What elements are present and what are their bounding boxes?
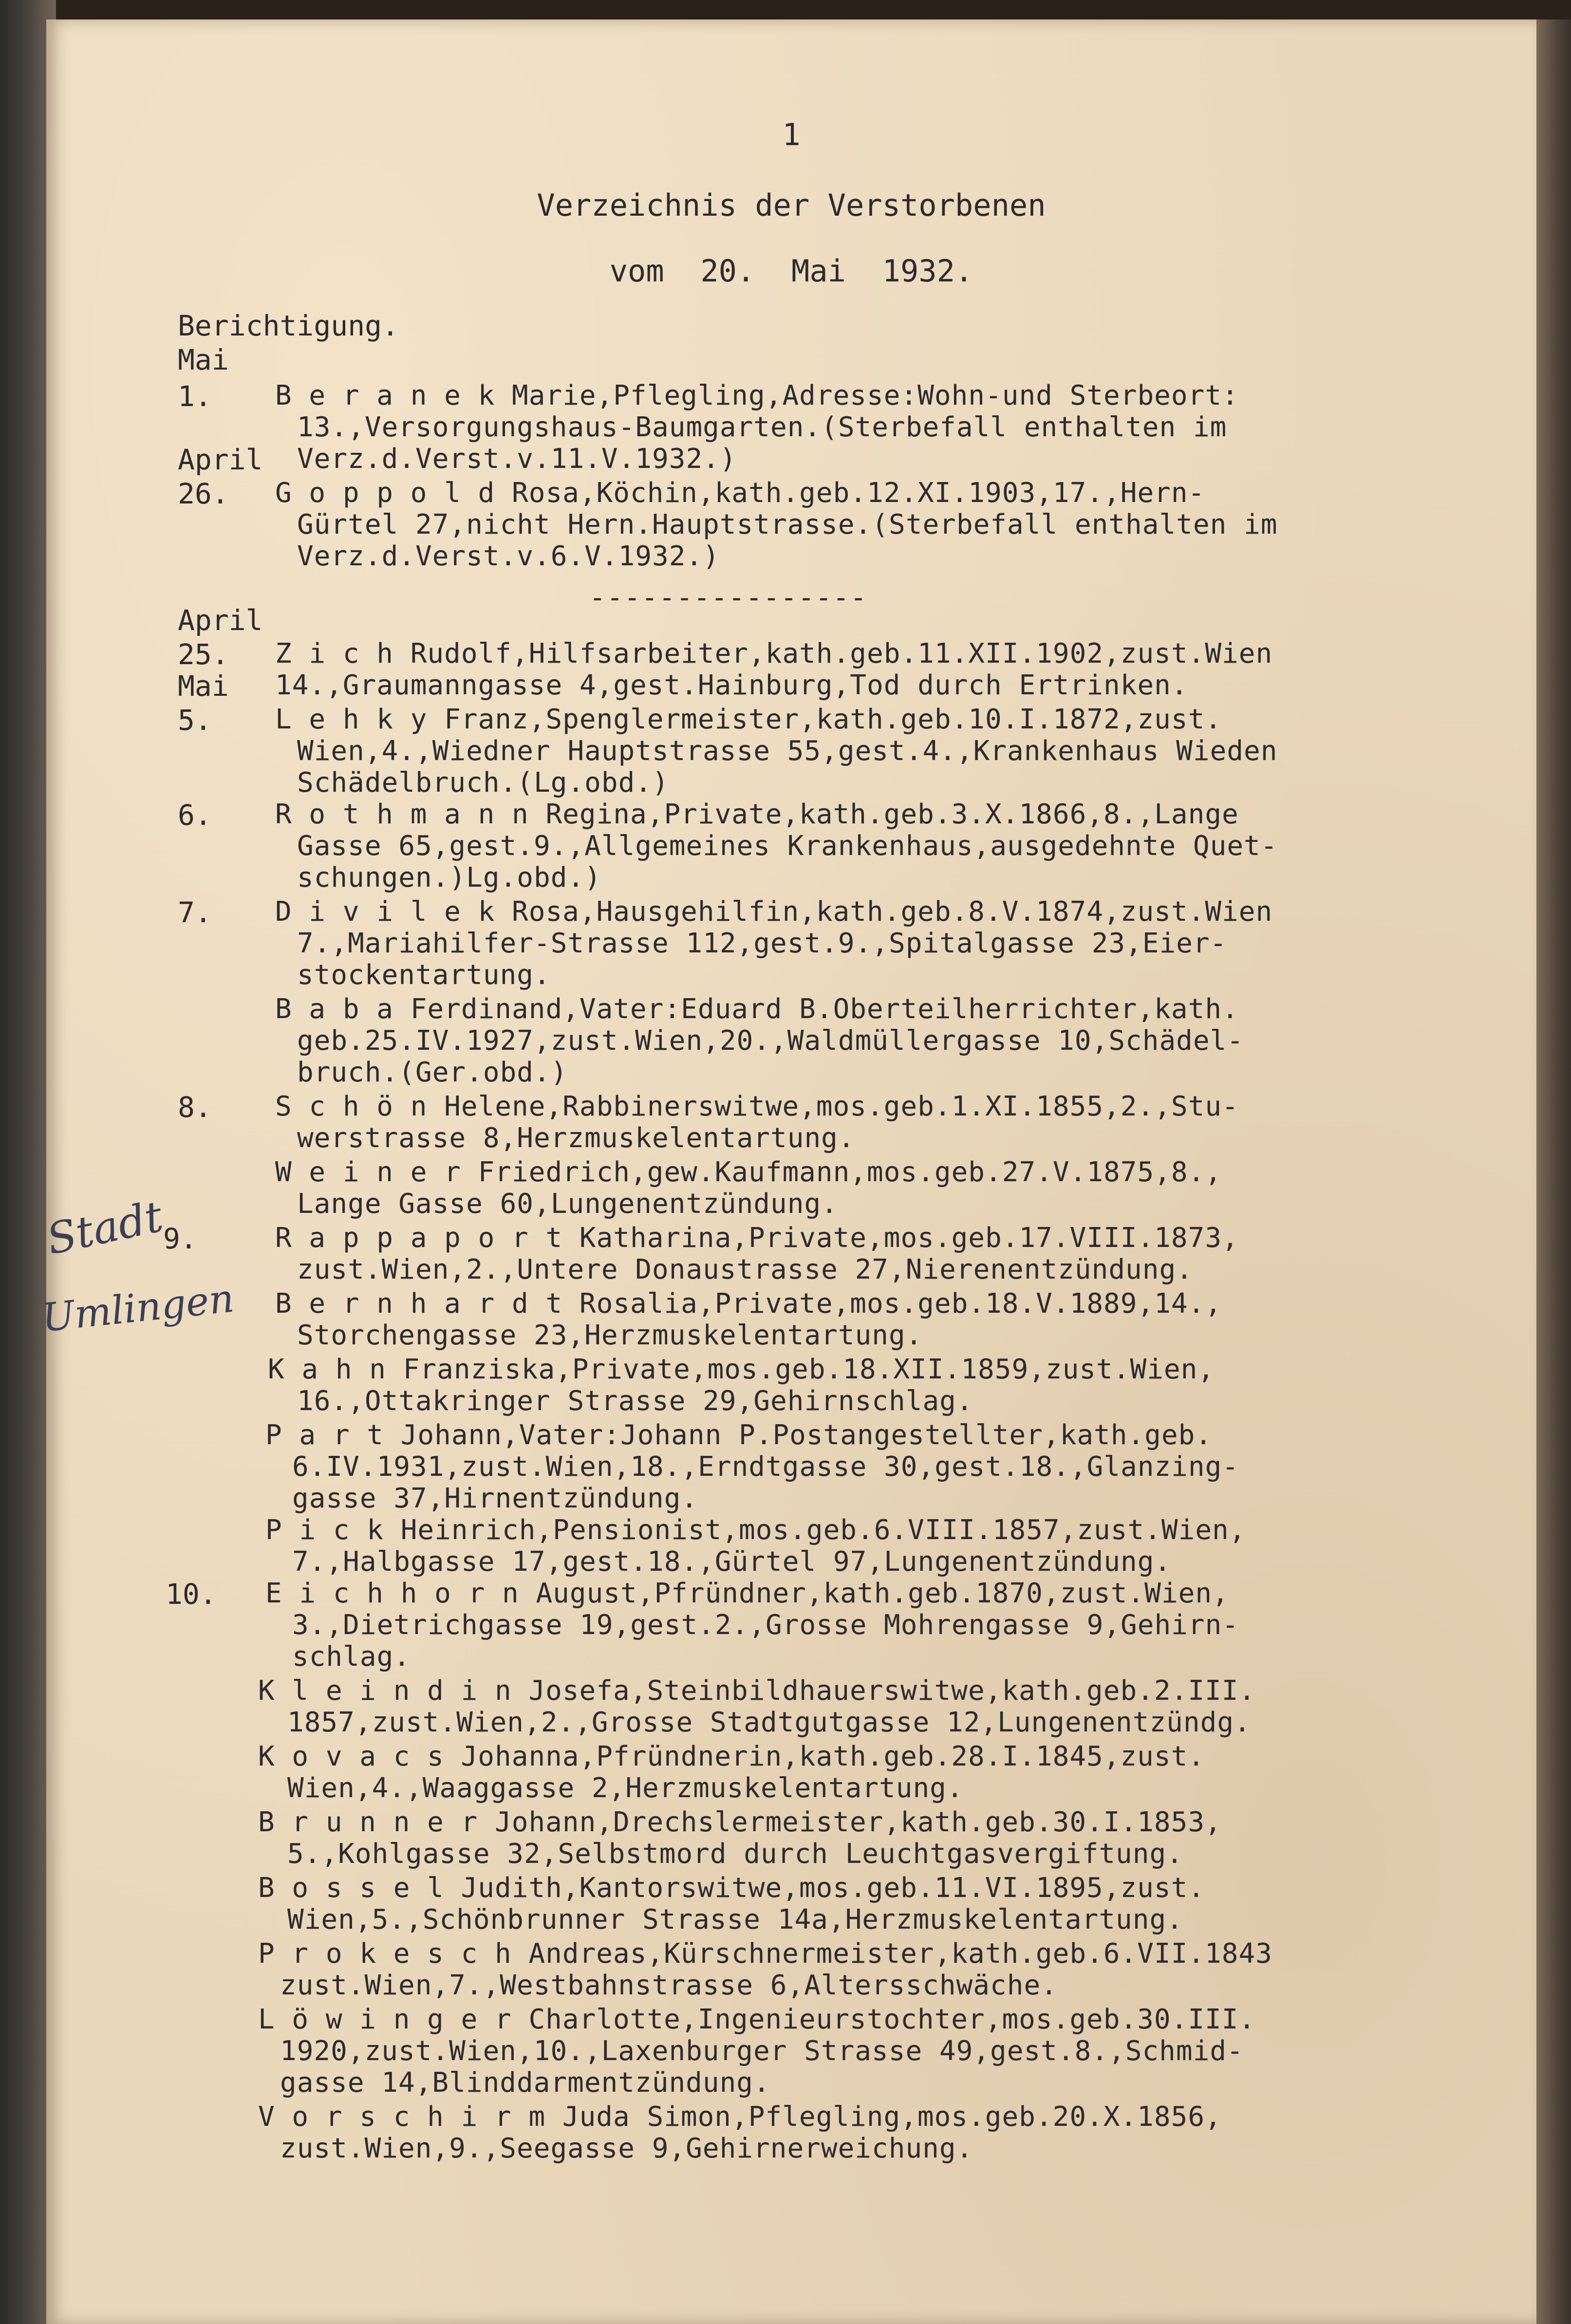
entry-line: Schädelbruch.(Lg.obd.) [297, 767, 669, 799]
entry-line: V o r s c h i r m Juda Simon,Pflegling,mos.geb.20.X.1856, [258, 2101, 1222, 2133]
entry-line: K o v a c s Johanna,Pfründnerin,kath.geb.28.I.1845,zust. [258, 1741, 1205, 1772]
entry-line: B r u n n e r Johann,Drechslermeister,kath.geb.30.I.1853, [258, 1806, 1222, 1838]
entry-line: gasse 14,Blinddarmentzündung. [280, 2067, 770, 2099]
day-label: 26. [178, 477, 229, 510]
day-label: 6. [178, 799, 212, 832]
entry-line: Gasse 65,gest.9.,Allgemeines Krankenhaus,ausgedehnte Quet- [297, 830, 1278, 862]
entry-line: R o t h m a n n Regina,Private,kath.geb.3.X.1866,8.,Lange [275, 799, 1239, 830]
entry-line: Wien,4.,Waaggasse 2,Herzmuskelentartung. [287, 1772, 964, 1804]
entry-line: Z i c h Rudolf,Hilfsarbeiter,kath.geb.11.XII.1902,zust.Wien [275, 638, 1273, 669]
entry-line: K a h n Franziska,Private,mos.geb.18.XII.1859,zust.Wien, [268, 1354, 1215, 1385]
day-label: 8. [178, 1091, 212, 1124]
entry-line: schungen.)Lg.obd.) [297, 862, 601, 893]
month-label: April [178, 443, 263, 476]
entry-line: Gürtel 27,nicht Hern.Hauptstrasse.(Sterbefall enthalten im [297, 509, 1278, 540]
entry-line: Wien,5.,Schönbrunner Strasse 14a,Herzmuskelentartung. [287, 1904, 1183, 1935]
day-label: 1. [178, 380, 212, 413]
entry-line: zust.Wien,9.,Seegasse 9,Gehirnerweichung. [280, 2133, 973, 2164]
entry-line: L ö w i n g e r Charlotte,Ingenieurstochter,mos.geb.30.III. [258, 2004, 1256, 2035]
entry-line: P r o k e s c h Andreas,Kürschnermeister,kath.geb.6.VII.1843 [258, 1938, 1272, 1970]
entry-line: 5.,Kohlgasse 32,Selbstmord durch Leuchtgasvergiftung. [287, 1838, 1183, 1870]
entry-line: bruch.(Ger.obd.) [297, 1057, 568, 1088]
entry-line: 6.IV.1931,zust.Wien,18.,Erndtgasse 30,gest.18.,Glanzing- [292, 1451, 1239, 1483]
entry-line: zust.Wien,2.,Untere Donaustrasse 27,Nierenentzündung. [297, 1254, 1193, 1285]
entry-line: 1857,zust.Wien,2.,Grosse Stadtgutgasse 12,Lungenentzündg. [287, 1707, 1251, 1738]
entry-line: 14.,Graumanngasse 4,gest.Hainburg,Tod durch Ertrinken. [275, 669, 1188, 701]
entry-line: B e r n h a r d t Rosalia,Private,mos.geb.18.V.1889,14., [275, 1288, 1222, 1320]
entry-line: P a r t Johann,Vater:Johann P.Postangestellter,kath.geb. [265, 1419, 1213, 1451]
entry-line: gasse 37,Hirnentzündung. [292, 1483, 698, 1514]
entry-line: B a b a Ferdinand,Vater:Eduard B.Oberteilherrichter,kath. [275, 993, 1239, 1025]
entry-line: B o s s e l Judith,Kantorswitwe,mos.geb.11.VI.1895,zust. [258, 1872, 1205, 1904]
date-text: vom 20. Mai 1932. [609, 253, 973, 289]
entry-line: geb.25.IV.1927,zust.Wien,20.,Waldmüllergasse 10,Schädel- [297, 1025, 1244, 1057]
entry-line: Storchengasse 23,Herzmuskelentartung. [297, 1320, 923, 1351]
entry-line: B e r a n e k Marie,Pflegling,Adresse:Wohn-und Sterbeort: [275, 380, 1239, 411]
document-title [46, 187, 1536, 223]
month-label: Mai [178, 669, 229, 703]
handwritten-note-top: Stadt [42, 1191, 167, 1264]
entry-line: E i c h h o r n August,Pfründner,kath.geb.1870,zust.Wien, [265, 1578, 1229, 1609]
day-label: 25. [178, 638, 229, 671]
day-label: 7. [178, 896, 212, 929]
page-edge [1536, 19, 1571, 2324]
entry-line: R a p p a p o r t Katharina,Private,mos.geb.17.VIII.1873, [275, 1222, 1239, 1254]
page-number [46, 117, 1536, 152]
entry-line: S c h ö n Helene,Rabbinerswitwe,mos.geb.1.XI.1855,2.,Stu- [275, 1091, 1239, 1122]
day-label: 10. [166, 1578, 217, 1611]
month-label: Mai [178, 343, 229, 376]
entry-line: D i v i l e k Rosa,Hausgehilfin,kath.geb.8.V.1874,zust.Wien [275, 896, 1273, 928]
title-text: Verzeichnis der Verstorbenen [537, 187, 1046, 223]
month-label: April [178, 604, 263, 637]
document-date [46, 253, 1536, 289]
entry-line: K l e i n d i n Josefa,Steinbildhauerswitwe,kath.geb.2.III. [258, 1675, 1256, 1707]
page-number-text: 1 [782, 117, 801, 152]
entry-line: 1920,zust.Wien,10.,Laxenburger Strasse 49,gest.8.,Schmid- [280, 2035, 1244, 2067]
entry-line: G o p p o l d Rosa,Köchin,kath.geb.12.XI.1903,17.,Hern- [275, 477, 1205, 509]
entry-line: werstrasse 8,Herzmuskelentartung. [297, 1122, 855, 1154]
entry-line: Lange Gasse 60,Lungenentzündung. [297, 1188, 838, 1220]
entry-line: schlag. [292, 1641, 411, 1673]
handwritten-note-bottom: Umlingen [39, 1275, 236, 1341]
entry-line: 7.,Mariahilfer-Strasse 112,gest.9.,Spitalgasse 23,Eier- [297, 928, 1227, 959]
divider-rule: ---------------- [589, 582, 868, 614]
entry-line: 13.,Versorgungshaus-Baumgarten.(Sterbefall enthalten im [297, 411, 1227, 443]
entry-line: Wien,4.,Wiedner Hauptstrasse 55,gest.4.,Krankenhaus Wieden [297, 735, 1278, 767]
entry-line: L e h k y Franz,Spenglermeister,kath.geb.10.I.1872,zust. [275, 704, 1222, 735]
entry-line: 7.,Halbgasse 17,gest.18.,Gürtel 97,Lungenentzündung. [292, 1546, 1172, 1578]
entry-line: Verz.d.Verst.v.6.V.1932.) [297, 540, 720, 572]
day-label: 5. [178, 704, 212, 737]
entry-line: P i c k Heinrich,Pensionist,mos.geb.6.VIII.1857,zust.Wien, [265, 1514, 1246, 1546]
entry-line: stockentartung. [297, 959, 551, 991]
day-label: 9. [163, 1222, 197, 1255]
entry-line: Verz.d.Verst.v.11.V.1932.) [297, 443, 737, 475]
section-label: Berichtigung. [178, 309, 399, 342]
entry-line: 3.,Dietrichgasse 19,gest.2.,Grosse Mohrengasse 9,Gehirn- [292, 1609, 1239, 1641]
entry-line: 16.,Ottakringer Strasse 29,Gehirnschlag. [297, 1385, 973, 1417]
entry-line: zust.Wien,7.,Westbahnstrasse 6,Altersschwäche. [280, 1970, 1058, 2001]
entry-line: W e i n e r Friedrich,gew.Kaufmann,mos.geb.27.V.1875,8., [275, 1156, 1222, 1188]
